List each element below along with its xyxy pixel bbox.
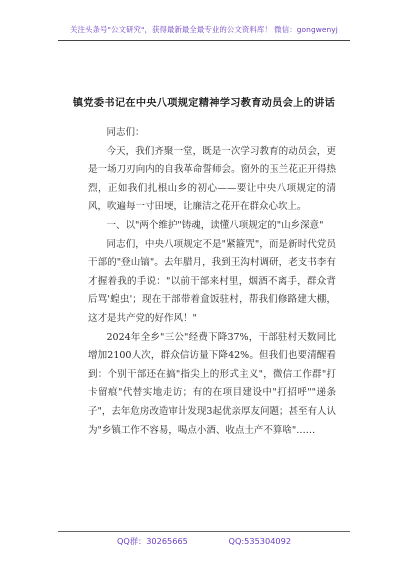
footer (0, 536, 408, 547)
header-banner: 关注头条号"公文研究"，获得最新最全最专业的公文资料库！ 微信：gongwenyj (70, 25, 338, 34)
header-divider (58, 40, 350, 41)
footer-qq-group: QQ群：30265665 (116, 536, 188, 546)
document-title: 镇党委书记在中央八项规定精神学习教育动员会上的讲话 (72, 98, 336, 109)
footer-qq-contact: QQ:535304092 (228, 536, 292, 546)
footer-divider (58, 531, 350, 532)
salutation: 同志们： (106, 127, 145, 138)
paragraph-anecdote: 同志们，中央八项规定不是"紧箍咒"，而是新时代党员干部的"登山镐"。去年腊月，我到王沟村调研，老支书李有才握着我的手说："以前干部来村里，烟酒不离手，群众背后骂'蝗虫'；现在干部带着盒饭驻村，帮我们修路建大棚，这才是共产党的好作风！" (88, 238, 336, 324)
paragraph-intro: 今天，我们齐聚一堂，既是一次学习教育的动员会，更是一场刀刃向内的自我革命誓师会。窗外的玉兰花正开得热烈，正如我们扎根山乡的初心——要让中央八项规定的清风，吹遍每一寸田埂，让廉洁之花开在群众心坎上。 (88, 145, 336, 213)
document-body (88, 124, 336, 440)
paragraph-statistics: 2024年全乡"三公"经费下降37%，干部驻村天数同比增加2100人次，群众信访量下降42%。但我们也要清醒看到：个别干部还在搞"指尖上的形式主义"，微信工作群"打卡留痕"代替实地走访；有的在项目建设中"打招呼""递条子"，去年危房改造审计发现3起优亲厚友问题；甚至有人认为"乡镇工作不容易，喝点小酒、收点土产不算啥"…… (88, 331, 336, 436)
section-heading-1: 一、以"两个维护"铸魂，读懂八项规定的"山乡深意" (106, 219, 324, 231)
